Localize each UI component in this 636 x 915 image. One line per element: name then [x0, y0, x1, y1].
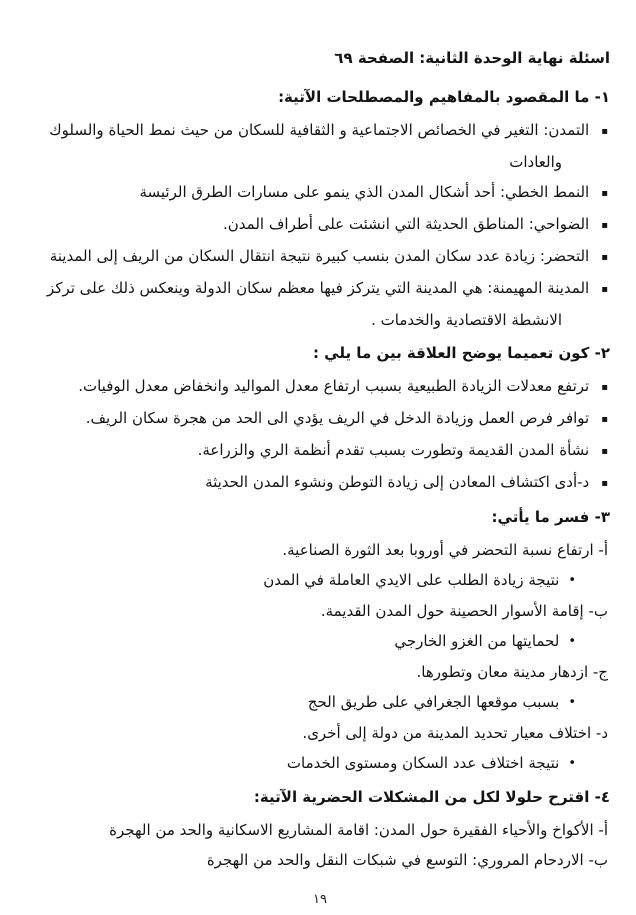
question-label: أ- ارتفاع نسبة التحضر في أوروبا بعد الثورة الصناعية. [282, 541, 608, 559]
term-definition: الضواحي: المناطق الحديثة التي انشئت على أطراف المدن. [223, 215, 590, 233]
term-definition: المدينة المهيمنة: هي المدينة التي يتركز فيها معظم سكان الدولة وينعكس ذلك على تركز الانشطة الاقتصادية والخدمات . [47, 279, 590, 329]
square-bullet-icon: ▪ [601, 252, 608, 263]
generalization-text: ترتفع معدلات الزيادة الطبيعية بسبب ارتفاع معدل المواليد وانخفاض معدل الوفيات. [78, 377, 590, 395]
answer-line [30, 565, 610, 596]
section-4-heading: ٤- اقترح حلولا لكل من المشكلات الحضرية الآتية: [253, 788, 610, 806]
terms-list [30, 115, 608, 335]
list-item [30, 435, 608, 467]
solution-label: أ- الأكواخ والأحياء الفقيرة حول المدن: اقامة المشاريع الاسكانية والحد من الهجرة [109, 821, 608, 839]
page-number: ١٩ [313, 892, 327, 907]
square-bullet-icon: ▪ [601, 126, 608, 137]
square-bullet-icon: ▪ [601, 446, 608, 457]
section-1-heading: ١- ما المقصود بالمفاهيم والمصطلحات الآتية: [278, 88, 610, 106]
answer-text: نتيجة زيادة الطلب على الايدي العاملة في المدن [263, 571, 560, 589]
square-bullet-icon: ▪ [601, 220, 608, 231]
list-item [30, 209, 608, 241]
question-label: ج- ازدهار مدينة معان وتطورها. [416, 663, 608, 681]
round-bullet-icon: • [568, 695, 576, 710]
answer-line [30, 687, 610, 718]
round-bullet-icon: • [568, 573, 576, 588]
term-definition: النمط الخطي: أحد أشكال المدن الذي ينمو على مسارات الطرق الرئيسة [139, 183, 590, 201]
list-item [30, 371, 608, 403]
round-bullet-icon: • [568, 634, 576, 649]
section-3-heading: ٣- فسر ما يأتي: [491, 508, 610, 526]
document-title: اسئلة نهاية الوحدة الثانية: الصفحة ٦٩ [334, 49, 610, 67]
term-definition: التحضر: زيادة عدد سكان المدن بنسب كبيرة نتيجة انتقال السكان من الريف إلى المدينة [49, 247, 590, 265]
generalization-text: توافر فرص العمل وزيادة الدخل في الريف يؤدي الى الحد من هجرة سكان الريف. [85, 409, 590, 427]
solution-label: ب- الاردحام المروري: التوسع في شبكات النقل والحد من الهجرة [206, 851, 608, 869]
list-item [30, 403, 608, 435]
term-definition: التمدن: التغير في الخصائص الاجتماعية و الثقافية للسكان من حيث نمط الحياة والسلوك والعادات [49, 121, 590, 171]
square-bullet-icon: ▪ [601, 414, 608, 425]
answer-text: نتيجة اختلاف عدد السكان ومستوى الخدمات [286, 754, 560, 772]
square-bullet-icon: ▪ [601, 382, 608, 393]
list-item [30, 241, 608, 273]
section-2-heading: ٢- كون تعميما يوضح العلاقة بين ما يلي : [312, 344, 610, 362]
generalizations-list [30, 371, 608, 499]
list-item [30, 467, 608, 499]
question-label: ب- إقامة الأسوار الحصينة حول المدن القديمة. [320, 602, 608, 620]
square-bullet-icon: ▪ [601, 284, 608, 295]
generalization-text: نشأة المدن القديمة وتطورت بسبب تقدم أنظمة الري والزراعة. [197, 441, 590, 459]
generalization-text: د-أدى اكتشاف المعادن إلى زيادة التوطن ونشوء المدن الحديثة [205, 473, 590, 491]
square-bullet-icon: ▪ [601, 478, 608, 489]
list-item [30, 273, 608, 335]
square-bullet-icon: ▪ [601, 188, 608, 199]
answer-line [30, 626, 610, 657]
round-bullet-icon: • [568, 756, 576, 771]
question-label: د- اختلاف معيار تحديد المدينة من دولة إلى أخرى. [302, 724, 608, 742]
answer-text: بسبب موقعها الجغرافي على طريق الحج [307, 693, 560, 711]
answer-text: لحمايتها من الغزو الخارجي [394, 632, 560, 650]
list-item [30, 177, 608, 209]
answer-line [30, 748, 610, 779]
list-item [30, 115, 608, 177]
